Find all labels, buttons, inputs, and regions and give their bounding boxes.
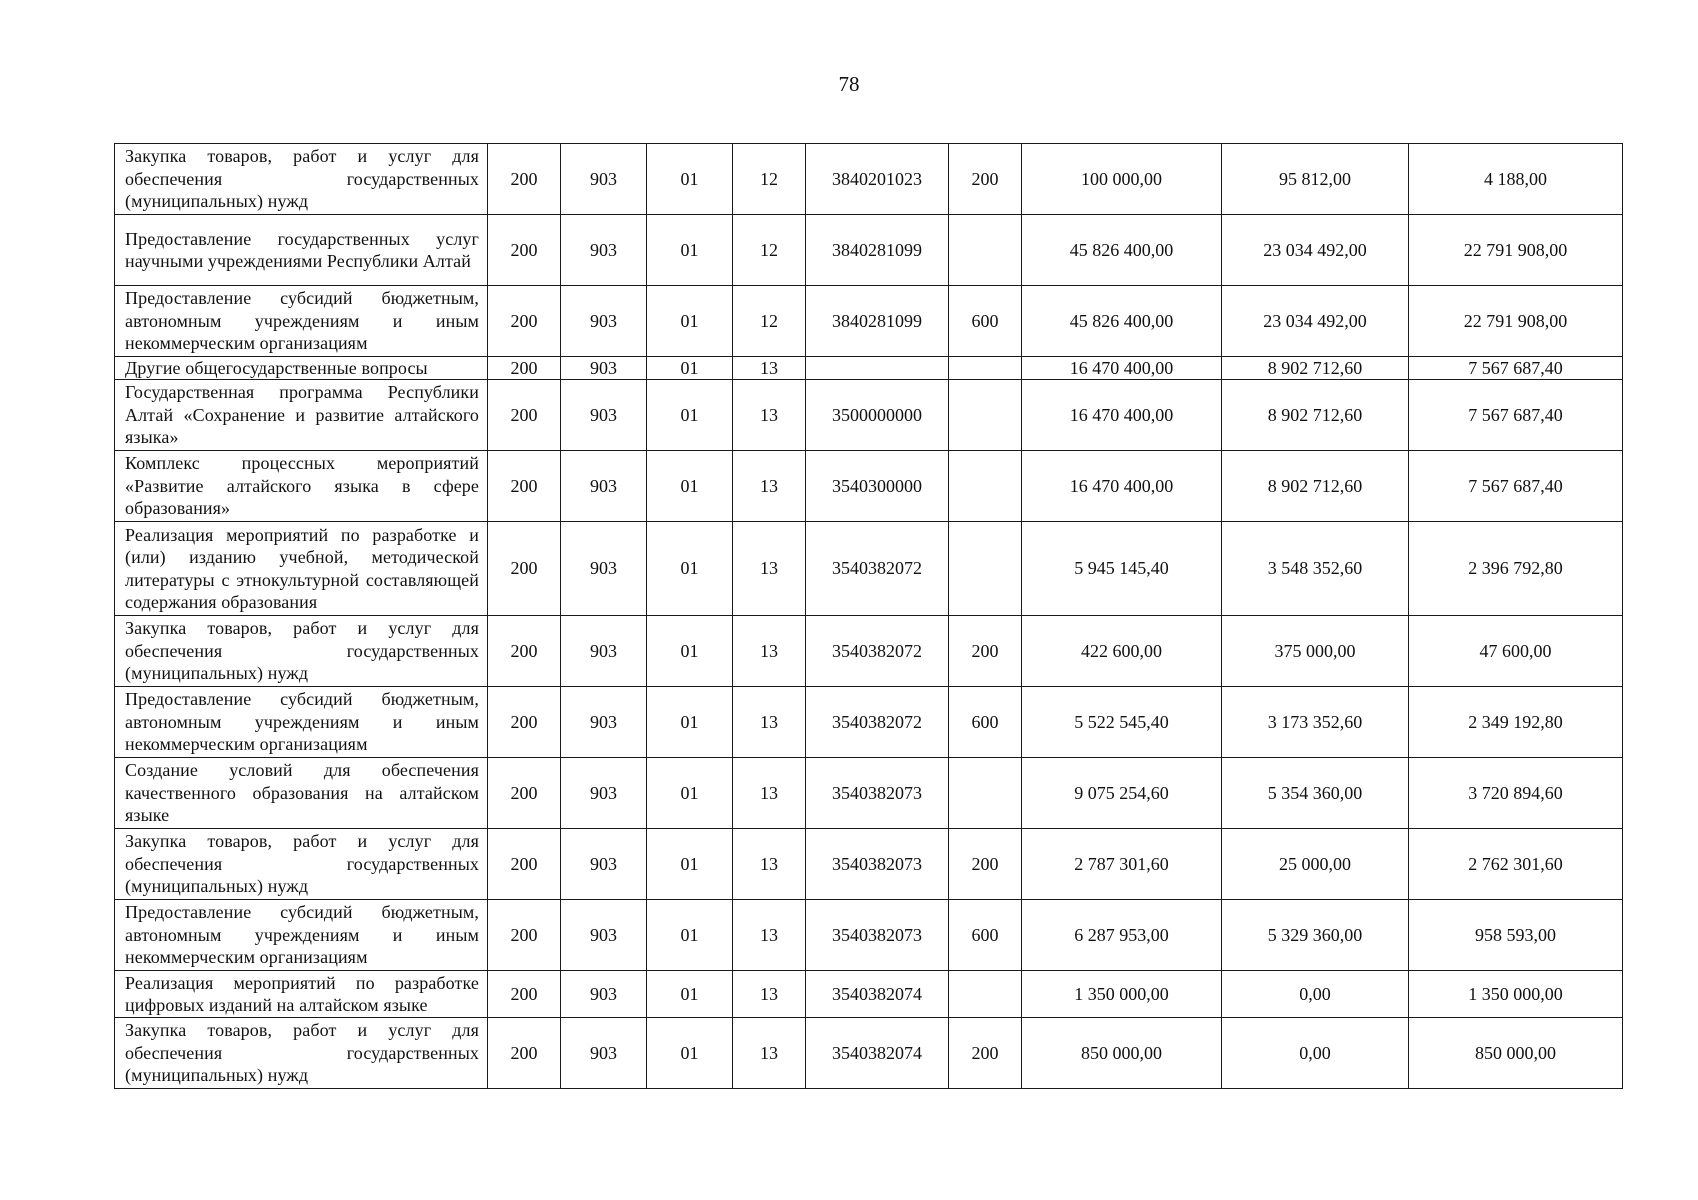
- target-article-cell: 3540382074: [806, 1018, 949, 1089]
- executed-amount-cell: 95 812,00: [1222, 144, 1409, 215]
- table-row: [115, 451, 1623, 522]
- row-description: Закупка товаров, работ и услуг для обеспечения государственных (муниципальных) нужд: [115, 1018, 488, 1089]
- table-row: [115, 687, 1623, 758]
- expense-type-cell: 600: [949, 900, 1022, 971]
- code-cell: 200: [488, 616, 561, 687]
- executed-amount-cell: 8 902 712,60: [1222, 451, 1409, 522]
- page-number: 78: [838, 72, 860, 96]
- code-cell: 200: [488, 215, 561, 286]
- remaining-amount-cell: 4 188,00: [1409, 144, 1623, 215]
- target-article-cell: 3840201023: [806, 144, 949, 215]
- amount-cell: 100 000,00: [1022, 144, 1222, 215]
- row-description: Предоставление субсидий бюджетным, автономным учреждениям и иным некоммерческим организациям: [115, 900, 488, 971]
- section-cell: 01: [647, 451, 733, 522]
- code-cell: 200: [488, 357, 561, 380]
- subsection-cell: 13: [733, 380, 806, 451]
- remaining-amount-cell: 1 350 000,00: [1409, 971, 1623, 1018]
- executed-amount-cell: 0,00: [1222, 1018, 1409, 1089]
- expense-type-cell: 600: [949, 286, 1022, 357]
- remaining-amount-cell: 47 600,00: [1409, 616, 1623, 687]
- subsection-cell: 13: [733, 357, 806, 380]
- expense-type-cell: [949, 357, 1022, 380]
- target-article-cell: 3540382073: [806, 900, 949, 971]
- subsection-cell: 12: [733, 144, 806, 215]
- amount-cell: 850 000,00: [1022, 1018, 1222, 1089]
- ministry-code-cell: 903: [561, 215, 647, 286]
- executed-amount-cell: 3 548 352,60: [1222, 522, 1409, 616]
- table-row: [115, 357, 1623, 380]
- table-row: [115, 215, 1623, 286]
- expense-type-cell: [949, 758, 1022, 829]
- ministry-code-cell: 903: [561, 380, 647, 451]
- remaining-amount-cell: 3 720 894,60: [1409, 758, 1623, 829]
- code-cell: 200: [488, 1018, 561, 1089]
- target-article-cell: 3540382073: [806, 758, 949, 829]
- table-row: [115, 758, 1623, 829]
- remaining-amount-cell: 2 762 301,60: [1409, 829, 1623, 900]
- executed-amount-cell: 375 000,00: [1222, 616, 1409, 687]
- amount-cell: 16 470 400,00: [1022, 380, 1222, 451]
- table-row: [115, 286, 1623, 357]
- table-row: [115, 380, 1623, 451]
- ministry-code-cell: 903: [561, 829, 647, 900]
- subsection-cell: 12: [733, 215, 806, 286]
- row-description: Государственная программа Республики Алтай «Сохранение и развитие алтайского языка»: [115, 380, 488, 451]
- executed-amount-cell: 8 902 712,60: [1222, 380, 1409, 451]
- amount-cell: 9 075 254,60: [1022, 758, 1222, 829]
- subsection-cell: 13: [733, 971, 806, 1018]
- target-article-cell: 3540382073: [806, 829, 949, 900]
- section-cell: 01: [647, 687, 733, 758]
- expense-type-cell: 200: [949, 829, 1022, 900]
- code-cell: 200: [488, 971, 561, 1018]
- row-description: Реализация мероприятий по разработке и (или) изданию учебной, методической литературы с этнокультурной составляющей содержания образования: [115, 522, 488, 616]
- code-cell: 200: [488, 286, 561, 357]
- section-cell: 01: [647, 522, 733, 616]
- target-article-cell: 3500000000: [806, 380, 949, 451]
- remaining-amount-cell: 2 349 192,80: [1409, 687, 1623, 758]
- remaining-amount-cell: 22 791 908,00: [1409, 215, 1623, 286]
- executed-amount-cell: 3 173 352,60: [1222, 687, 1409, 758]
- expense-type-cell: 200: [949, 1018, 1022, 1089]
- remaining-amount-cell: 958 593,00: [1409, 900, 1623, 971]
- code-cell: 200: [488, 829, 561, 900]
- expense-type-cell: [949, 971, 1022, 1018]
- target-article-cell: 3540300000: [806, 451, 949, 522]
- code-cell: 200: [488, 758, 561, 829]
- code-cell: 200: [488, 144, 561, 215]
- ministry-code-cell: 903: [561, 357, 647, 380]
- expense-type-cell: [949, 380, 1022, 451]
- table-row: [115, 900, 1623, 971]
- row-description: Предоставление субсидий бюджетным, автономным учреждениям и иным некоммерческим организациям: [115, 687, 488, 758]
- target-article-cell: 3840281099: [806, 286, 949, 357]
- remaining-amount-cell: 7 567 687,40: [1409, 451, 1623, 522]
- code-cell: 200: [488, 522, 561, 616]
- code-cell: 200: [488, 451, 561, 522]
- target-article-cell: 3540382072: [806, 616, 949, 687]
- expense-type-cell: [949, 215, 1022, 286]
- table-row: [115, 1018, 1623, 1089]
- subsection-cell: 13: [733, 522, 806, 616]
- remaining-amount-cell: 7 567 687,40: [1409, 380, 1623, 451]
- remaining-amount-cell: 2 396 792,80: [1409, 522, 1623, 616]
- row-description: Закупка товаров, работ и услуг для обеспечения государственных (муниципальных) нужд: [115, 616, 488, 687]
- amount-cell: 45 826 400,00: [1022, 286, 1222, 357]
- subsection-cell: 13: [733, 687, 806, 758]
- amount-cell: 2 787 301,60: [1022, 829, 1222, 900]
- ministry-code-cell: 903: [561, 687, 647, 758]
- amount-cell: 6 287 953,00: [1022, 900, 1222, 971]
- row-description: Комплекс процессных мероприятий «Развитие алтайского языка в сфере образования»: [115, 451, 488, 522]
- remaining-amount-cell: 22 791 908,00: [1409, 286, 1623, 357]
- code-cell: 200: [488, 687, 561, 758]
- subsection-cell: 13: [733, 758, 806, 829]
- executed-amount-cell: 23 034 492,00: [1222, 286, 1409, 357]
- target-article-cell: 3840281099: [806, 215, 949, 286]
- table-row: [115, 829, 1623, 900]
- ministry-code-cell: 903: [561, 144, 647, 215]
- expense-type-cell: 600: [949, 687, 1022, 758]
- row-description: Закупка товаров, работ и услуг для обеспечения государственных (муниципальных) нужд: [115, 144, 488, 215]
- subsection-cell: 13: [733, 616, 806, 687]
- target-article-cell: 3540382074: [806, 971, 949, 1018]
- ministry-code-cell: 903: [561, 451, 647, 522]
- subsection-cell: 12: [733, 286, 806, 357]
- executed-amount-cell: 5 329 360,00: [1222, 900, 1409, 971]
- amount-cell: 45 826 400,00: [1022, 215, 1222, 286]
- section-cell: 01: [647, 357, 733, 380]
- ministry-code-cell: 903: [561, 1018, 647, 1089]
- executed-amount-cell: 25 000,00: [1222, 829, 1409, 900]
- amount-cell: 16 470 400,00: [1022, 357, 1222, 380]
- executed-amount-cell: 0,00: [1222, 971, 1409, 1018]
- ministry-code-cell: 903: [561, 900, 647, 971]
- table-row: [115, 616, 1623, 687]
- row-description: Предоставление государственных услуг научными учреждениями Республики Алтай: [115, 215, 488, 286]
- section-cell: 01: [647, 829, 733, 900]
- budget-table-body: [115, 144, 1623, 1089]
- expense-type-cell: 200: [949, 144, 1022, 215]
- ministry-code-cell: 903: [561, 522, 647, 616]
- row-description: Закупка товаров, работ и услуг для обеспечения государственных (муниципальных) нужд: [115, 829, 488, 900]
- amount-cell: 5 522 545,40: [1022, 687, 1222, 758]
- target-article-cell: 3540382072: [806, 687, 949, 758]
- amount-cell: 5 945 145,40: [1022, 522, 1222, 616]
- row-description: Другие общегосударственные вопросы: [115, 357, 488, 380]
- table-row: [115, 971, 1623, 1018]
- amount-cell: 1 350 000,00: [1022, 971, 1222, 1018]
- section-cell: 01: [647, 380, 733, 451]
- expense-type-cell: [949, 522, 1022, 616]
- section-cell: 01: [647, 144, 733, 215]
- section-cell: 01: [647, 971, 733, 1018]
- table-row: [115, 144, 1623, 215]
- code-cell: 200: [488, 380, 561, 451]
- expense-type-cell: [949, 451, 1022, 522]
- amount-cell: 422 600,00: [1022, 616, 1222, 687]
- remaining-amount-cell: 850 000,00: [1409, 1018, 1623, 1089]
- subsection-cell: 13: [733, 900, 806, 971]
- executed-amount-cell: 8 902 712,60: [1222, 357, 1409, 380]
- budget-table: [114, 143, 1623, 1089]
- subsection-cell: 13: [733, 829, 806, 900]
- target-article-cell: [806, 357, 949, 380]
- amount-cell: 16 470 400,00: [1022, 451, 1222, 522]
- ministry-code-cell: 903: [561, 758, 647, 829]
- subsection-cell: 13: [733, 451, 806, 522]
- ministry-code-cell: 903: [561, 971, 647, 1018]
- row-description: Создание условий для обеспечения качественного образования на алтайском языке: [115, 758, 488, 829]
- table-row: [115, 522, 1623, 616]
- subsection-cell: 13: [733, 1018, 806, 1089]
- executed-amount-cell: 5 354 360,00: [1222, 758, 1409, 829]
- section-cell: 01: [647, 900, 733, 971]
- ministry-code-cell: 903: [561, 616, 647, 687]
- expense-type-cell: 200: [949, 616, 1022, 687]
- section-cell: 01: [647, 616, 733, 687]
- section-cell: 01: [647, 286, 733, 357]
- row-description: Предоставление субсидий бюджетным, автономным учреждениям и иным некоммерческим организациям: [115, 286, 488, 357]
- executed-amount-cell: 23 034 492,00: [1222, 215, 1409, 286]
- ministry-code-cell: 903: [561, 286, 647, 357]
- section-cell: 01: [647, 758, 733, 829]
- row-description: Реализация мероприятий по разработке цифровых изданий на алтайском языке: [115, 971, 488, 1018]
- code-cell: 200: [488, 900, 561, 971]
- section-cell: 01: [647, 215, 733, 286]
- target-article-cell: 3540382072: [806, 522, 949, 616]
- section-cell: 01: [647, 1018, 733, 1089]
- remaining-amount-cell: 7 567 687,40: [1409, 357, 1623, 380]
